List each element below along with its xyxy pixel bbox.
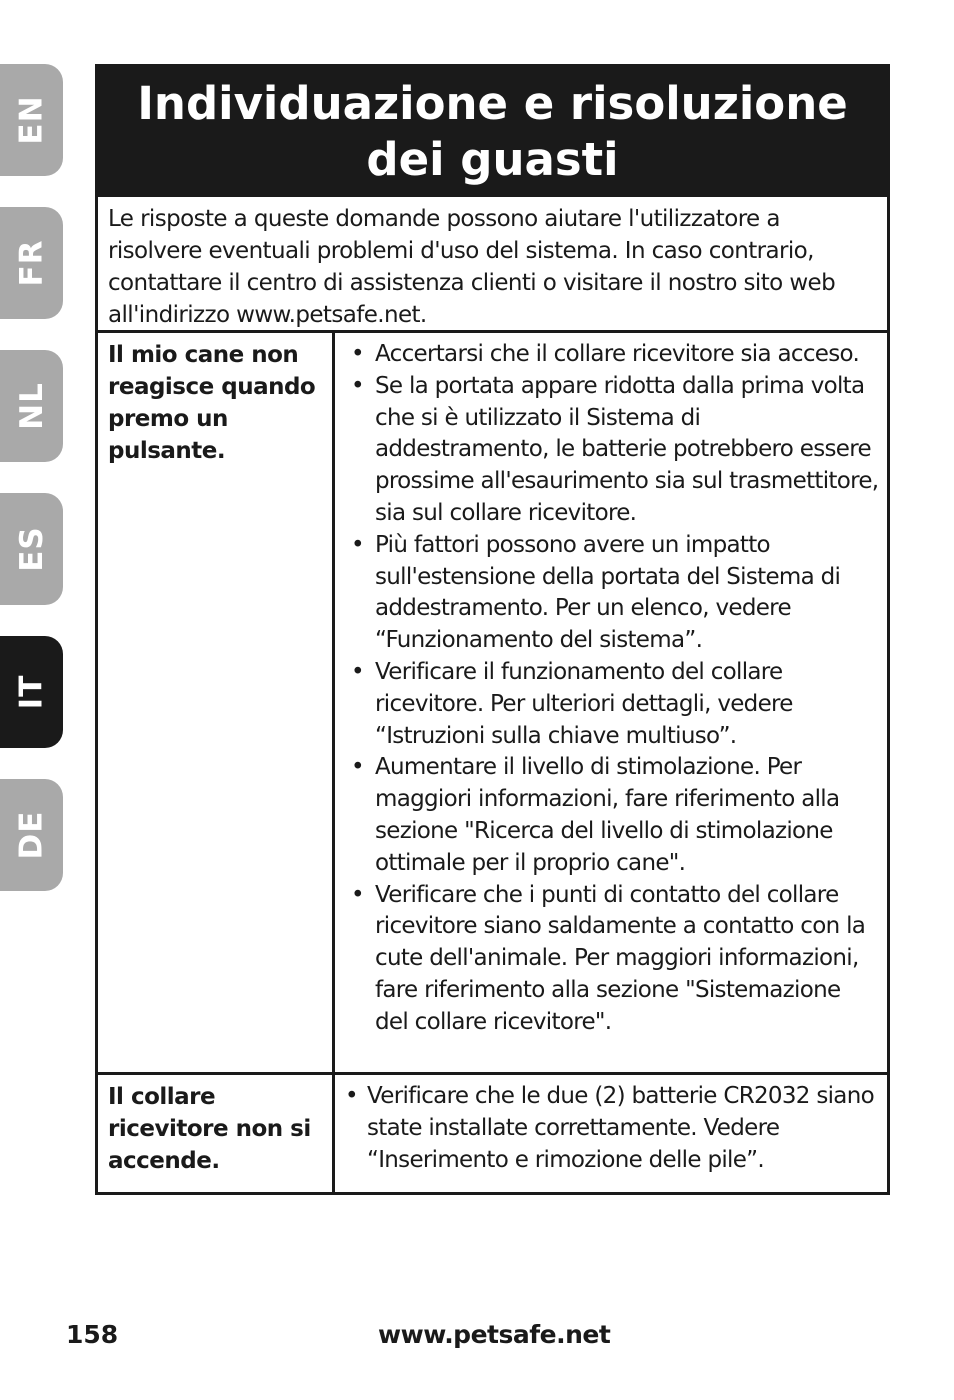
solution-cell [335,1075,887,1192]
lang-tab-es[interactable] [0,493,63,605]
lang-tab-it[interactable] [0,636,63,748]
lang-tab-fr[interactable] [0,207,63,319]
solution-item: • Verificare che i punti di contatto del collare ricevitore siano saldamente a contatto con la cute dell'animale. Per maggiori informazioni, fare riferimento alla sezione "Sistemazione del collare ricevitore". [351,881,866,1035]
bullet-icon: • [351,754,364,781]
solution-item: • Accertarsi che il collare ricevitore sia acceso. [343,339,879,371]
lang-tab-label: ES [13,526,50,572]
bullet-icon: • [351,341,364,367]
lang-tab-nl[interactable] [0,350,63,462]
solution-cell [335,333,887,1072]
bullet-icon: • [351,372,364,399]
bullet-icon: • [345,1083,358,1109]
solution-item: • Verificare il funzionamento del collare ricevitore. Per ulteriori dettagli, vedere “Istruzioni sulla chiave multiuso”. [351,658,793,749]
solution-item: • Verificare che le due (2) batterie CR2032 siano state installate correttamente. Vedere “Inserimento e rimozione delle pile”. [345,1083,874,1173]
bullet-icon: • [351,881,364,908]
lang-tab-de[interactable] [0,779,63,891]
page-title [98,67,887,197]
language-tabs [0,0,64,1400]
page-number: 158 [66,1320,119,1349]
bullet-icon: • [351,658,364,685]
lang-tab-label: NL [13,382,50,430]
solution-item: • Più fattori possono avere un impatto sull'estensione della portata del Sistema di addestramento. Per un elenco, vedere “Funzionamento del sistema”. [351,531,841,654]
lang-tab-en[interactable] [0,64,63,176]
solution-item: • Se la portata appare ridotta dalla prima volta che si è utilizzato il Sistema di addestramento, le batterie potrebbero essere prossime all'esaurimento sia sul trasmettitore, sia sul collare ricevitore. [351,372,879,526]
title-line-2: dei guasti [366,133,619,186]
solution-item: • Aumentare il livello di stimolazione. Per maggiori informazioni, fare riferimento alla sezione "Ricerca del livello di stimolazione ottimale per il proprio cane". [351,754,840,876]
troubleshooting-table [95,64,890,1195]
lang-tab-label: FR [13,239,50,287]
table-row [98,333,887,1075]
footer-url[interactable]: www.petsafe.net [378,1320,611,1349]
lang-tab-label: EN [13,95,50,145]
lang-tab-label: IT [13,674,50,710]
bullet-icon: • [351,531,364,558]
table-row [98,1075,887,1192]
problem-cell: Il collare ricevitore non si accende. [98,1075,335,1192]
title-line-1: Individuazione e risoluzione [137,77,848,130]
intro-text: Le risposte a queste domande possono aiutare l'utilizzatore a risolvere eventuali problemi d'uso del sistema. In caso contrario, contattare il centro di assistenza clienti o visitare il nostro sito web all'indirizzo www.petsafe.net. [98,197,887,333]
problem-cell: Il mio cane non reagisce quando premo un pulsante. [98,333,335,1072]
lang-tab-label: DE [13,810,50,860]
